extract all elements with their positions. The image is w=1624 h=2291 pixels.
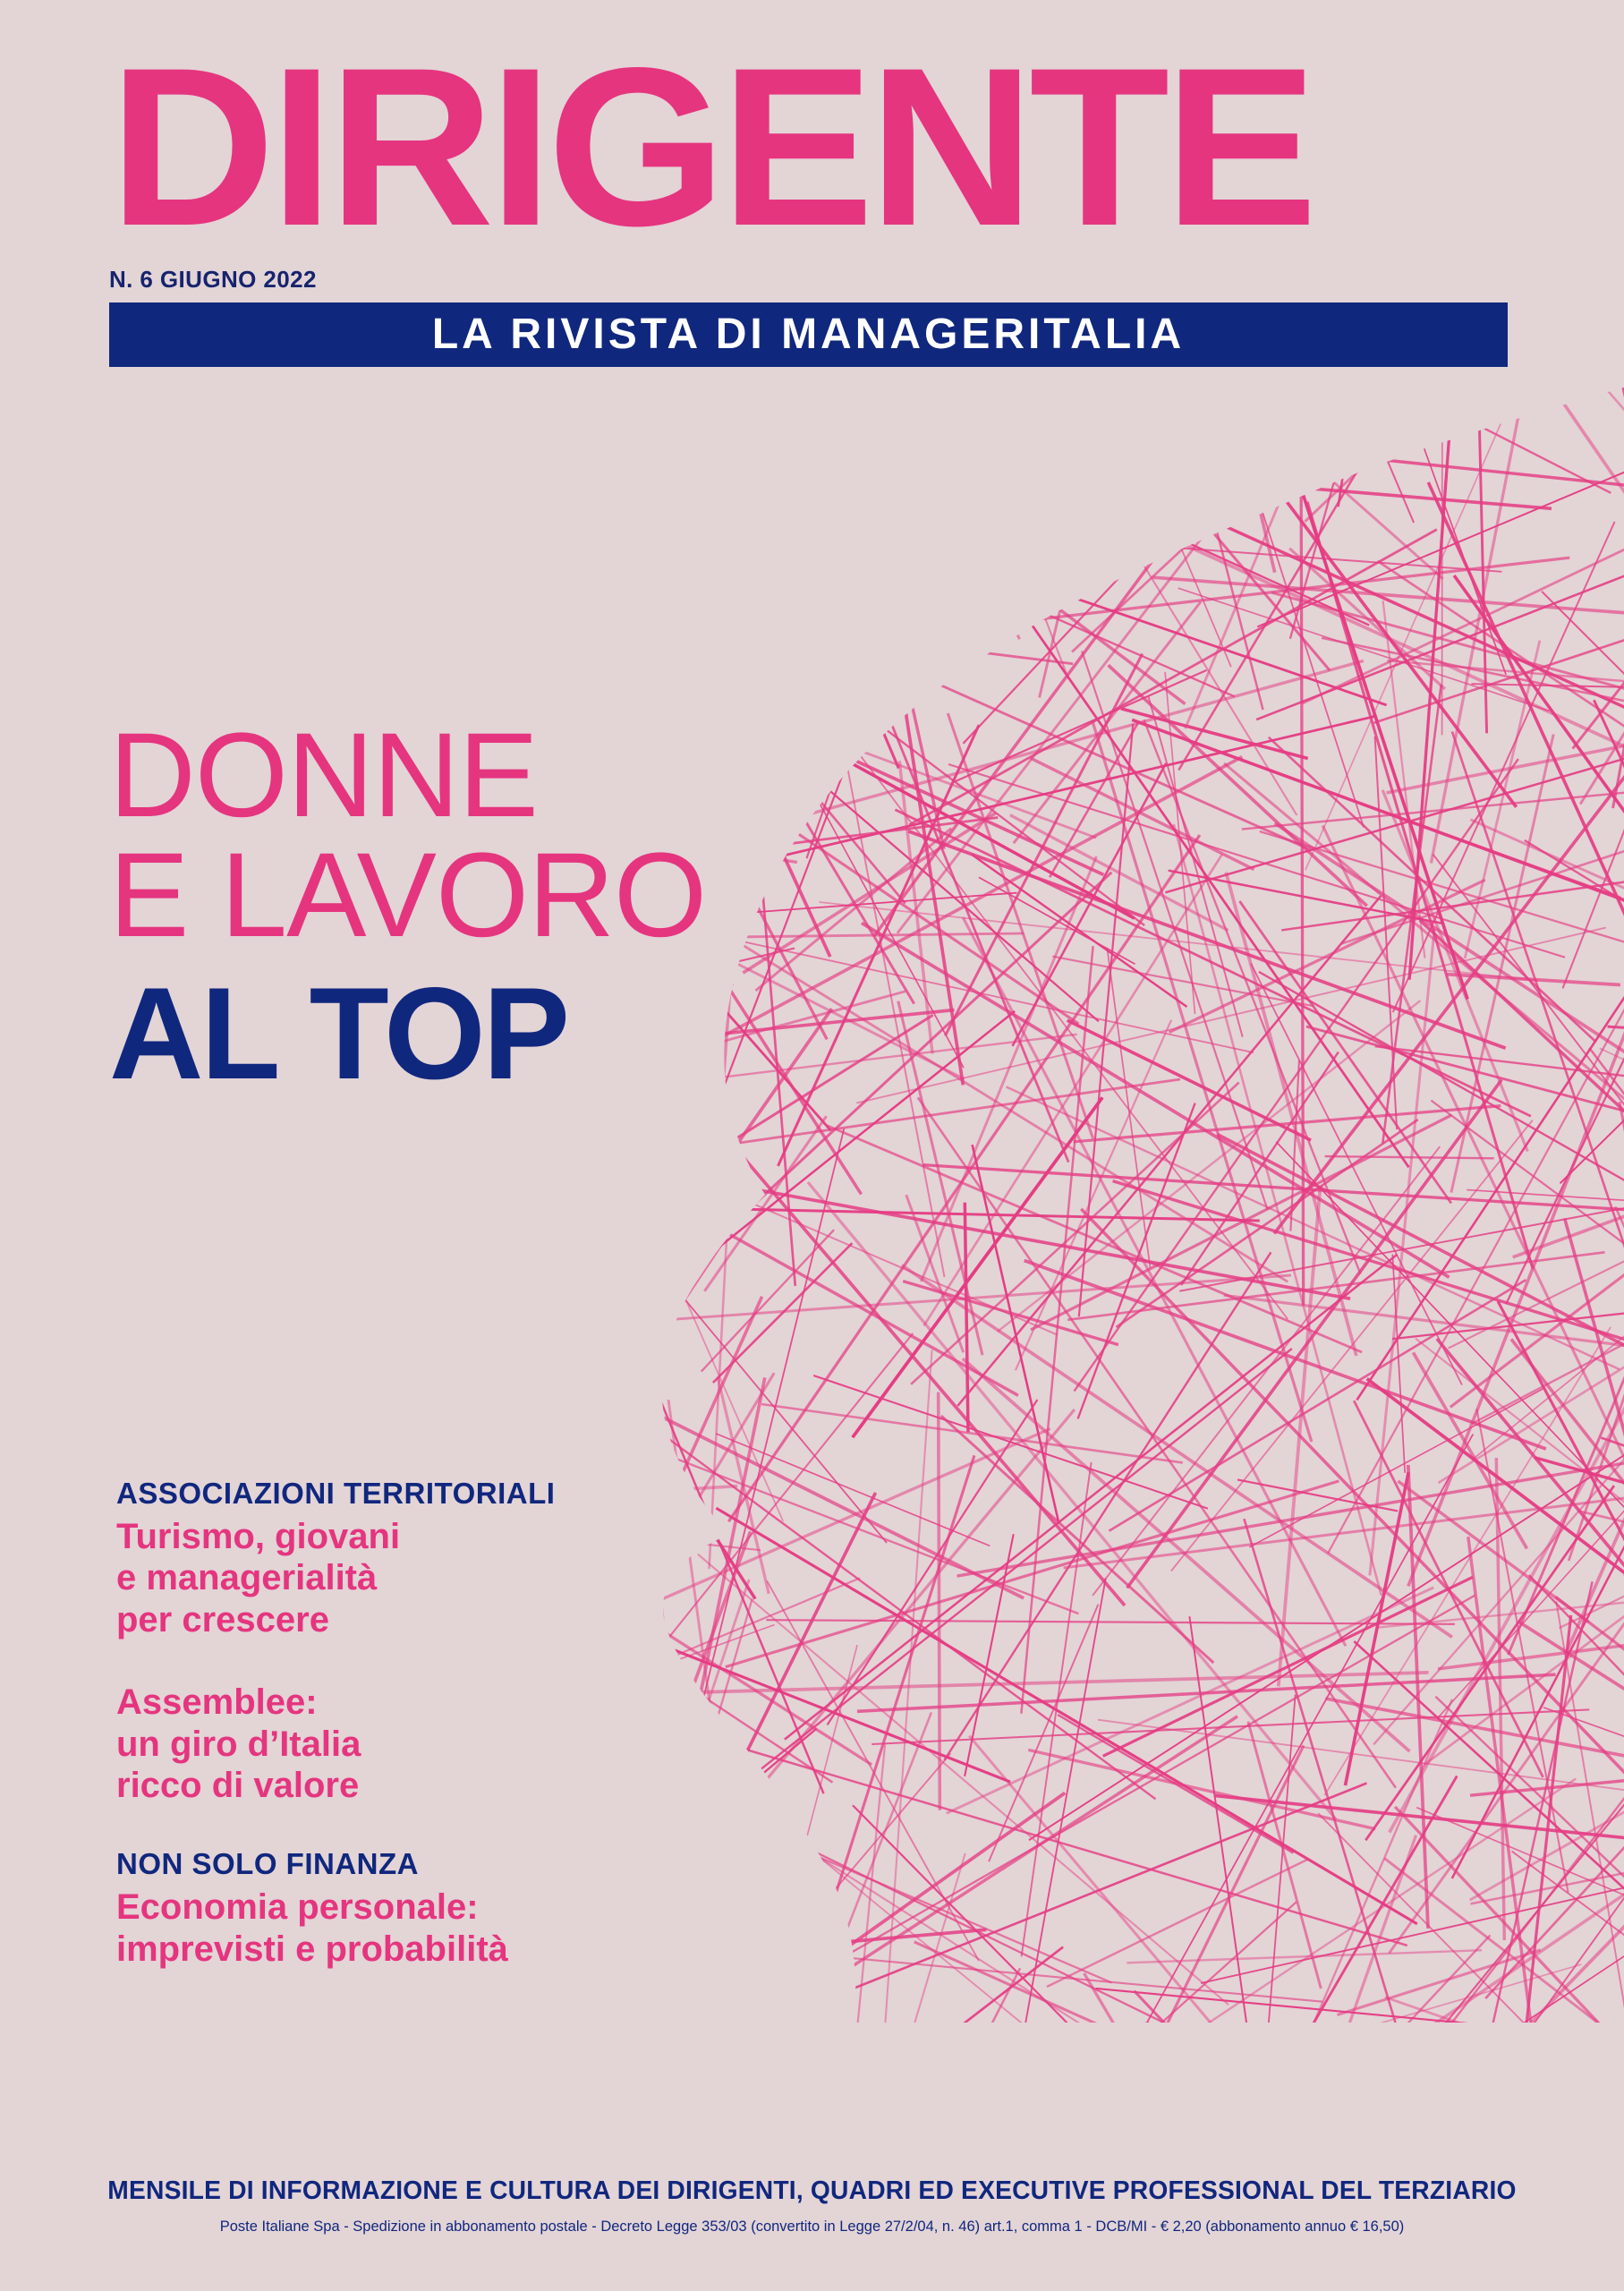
issue-number: N. 6 GIUGNO 2022 [109,265,317,293]
headline-line-1: DONNE [109,709,538,842]
footer-tagline: MENSILE DI INFORMAZIONE E CULTURA DEI DIRIGENTI, QUADRI ED EXECUTIVE PROFESSIONAL DEL TERZIARIO [107,2176,1517,2205]
subtitle-text: LA RIVISTA DI MANAGERITALIA [431,311,1186,359]
teaser-text [116,1516,743,1640]
headline-line-2: E LAVORO [109,829,707,962]
teaser-line: un giro d’Italia [116,1724,361,1764]
teaser-line: imprevisti e probabilità [116,1929,508,1969]
teaser-line: Assemblee: [116,1682,318,1723]
teaser-text [116,1682,743,1806]
teaser-line: e managerialità [116,1558,378,1598]
footer-legal-notice: Poste Italiane Spa - Spedizione in abbonamento postale - Decreto Legge 353/03 (convertito in Legge 27/2/04, n. 46) art.1, comma 1 - DCB/MI - € 2,20 (abbonamento annuo € 16,50) [219,2219,1405,2235]
cover-teasers [116,1477,743,2000]
teaser-text [116,1886,743,1970]
teaser-line: Economia personale: [116,1887,479,1928]
teaser-line: Turismo, giovani [116,1517,401,1556]
cover-headline [109,709,707,1106]
teaser-kicker: NON SOLO FINANZA [116,1847,419,1881]
headline-line-3: AL TOP [109,960,568,1106]
teaser-item [116,1477,743,1640]
face-profile-artwork [631,385,1624,2023]
subtitle-bar [109,302,1508,367]
masthead [109,21,1523,367]
teaser-kicker: ASSOCIAZIONI TERRITORIALI [116,1477,556,1510]
page-title: DIRIGENTE [109,21,1313,273]
cover-footer [0,2176,1624,2236]
teaser-item [116,1847,743,1970]
teaser-line: per crescere [116,1599,329,1639]
teaser-line: ricco di valore [116,1765,360,1805]
teaser-item [116,1682,743,1806]
